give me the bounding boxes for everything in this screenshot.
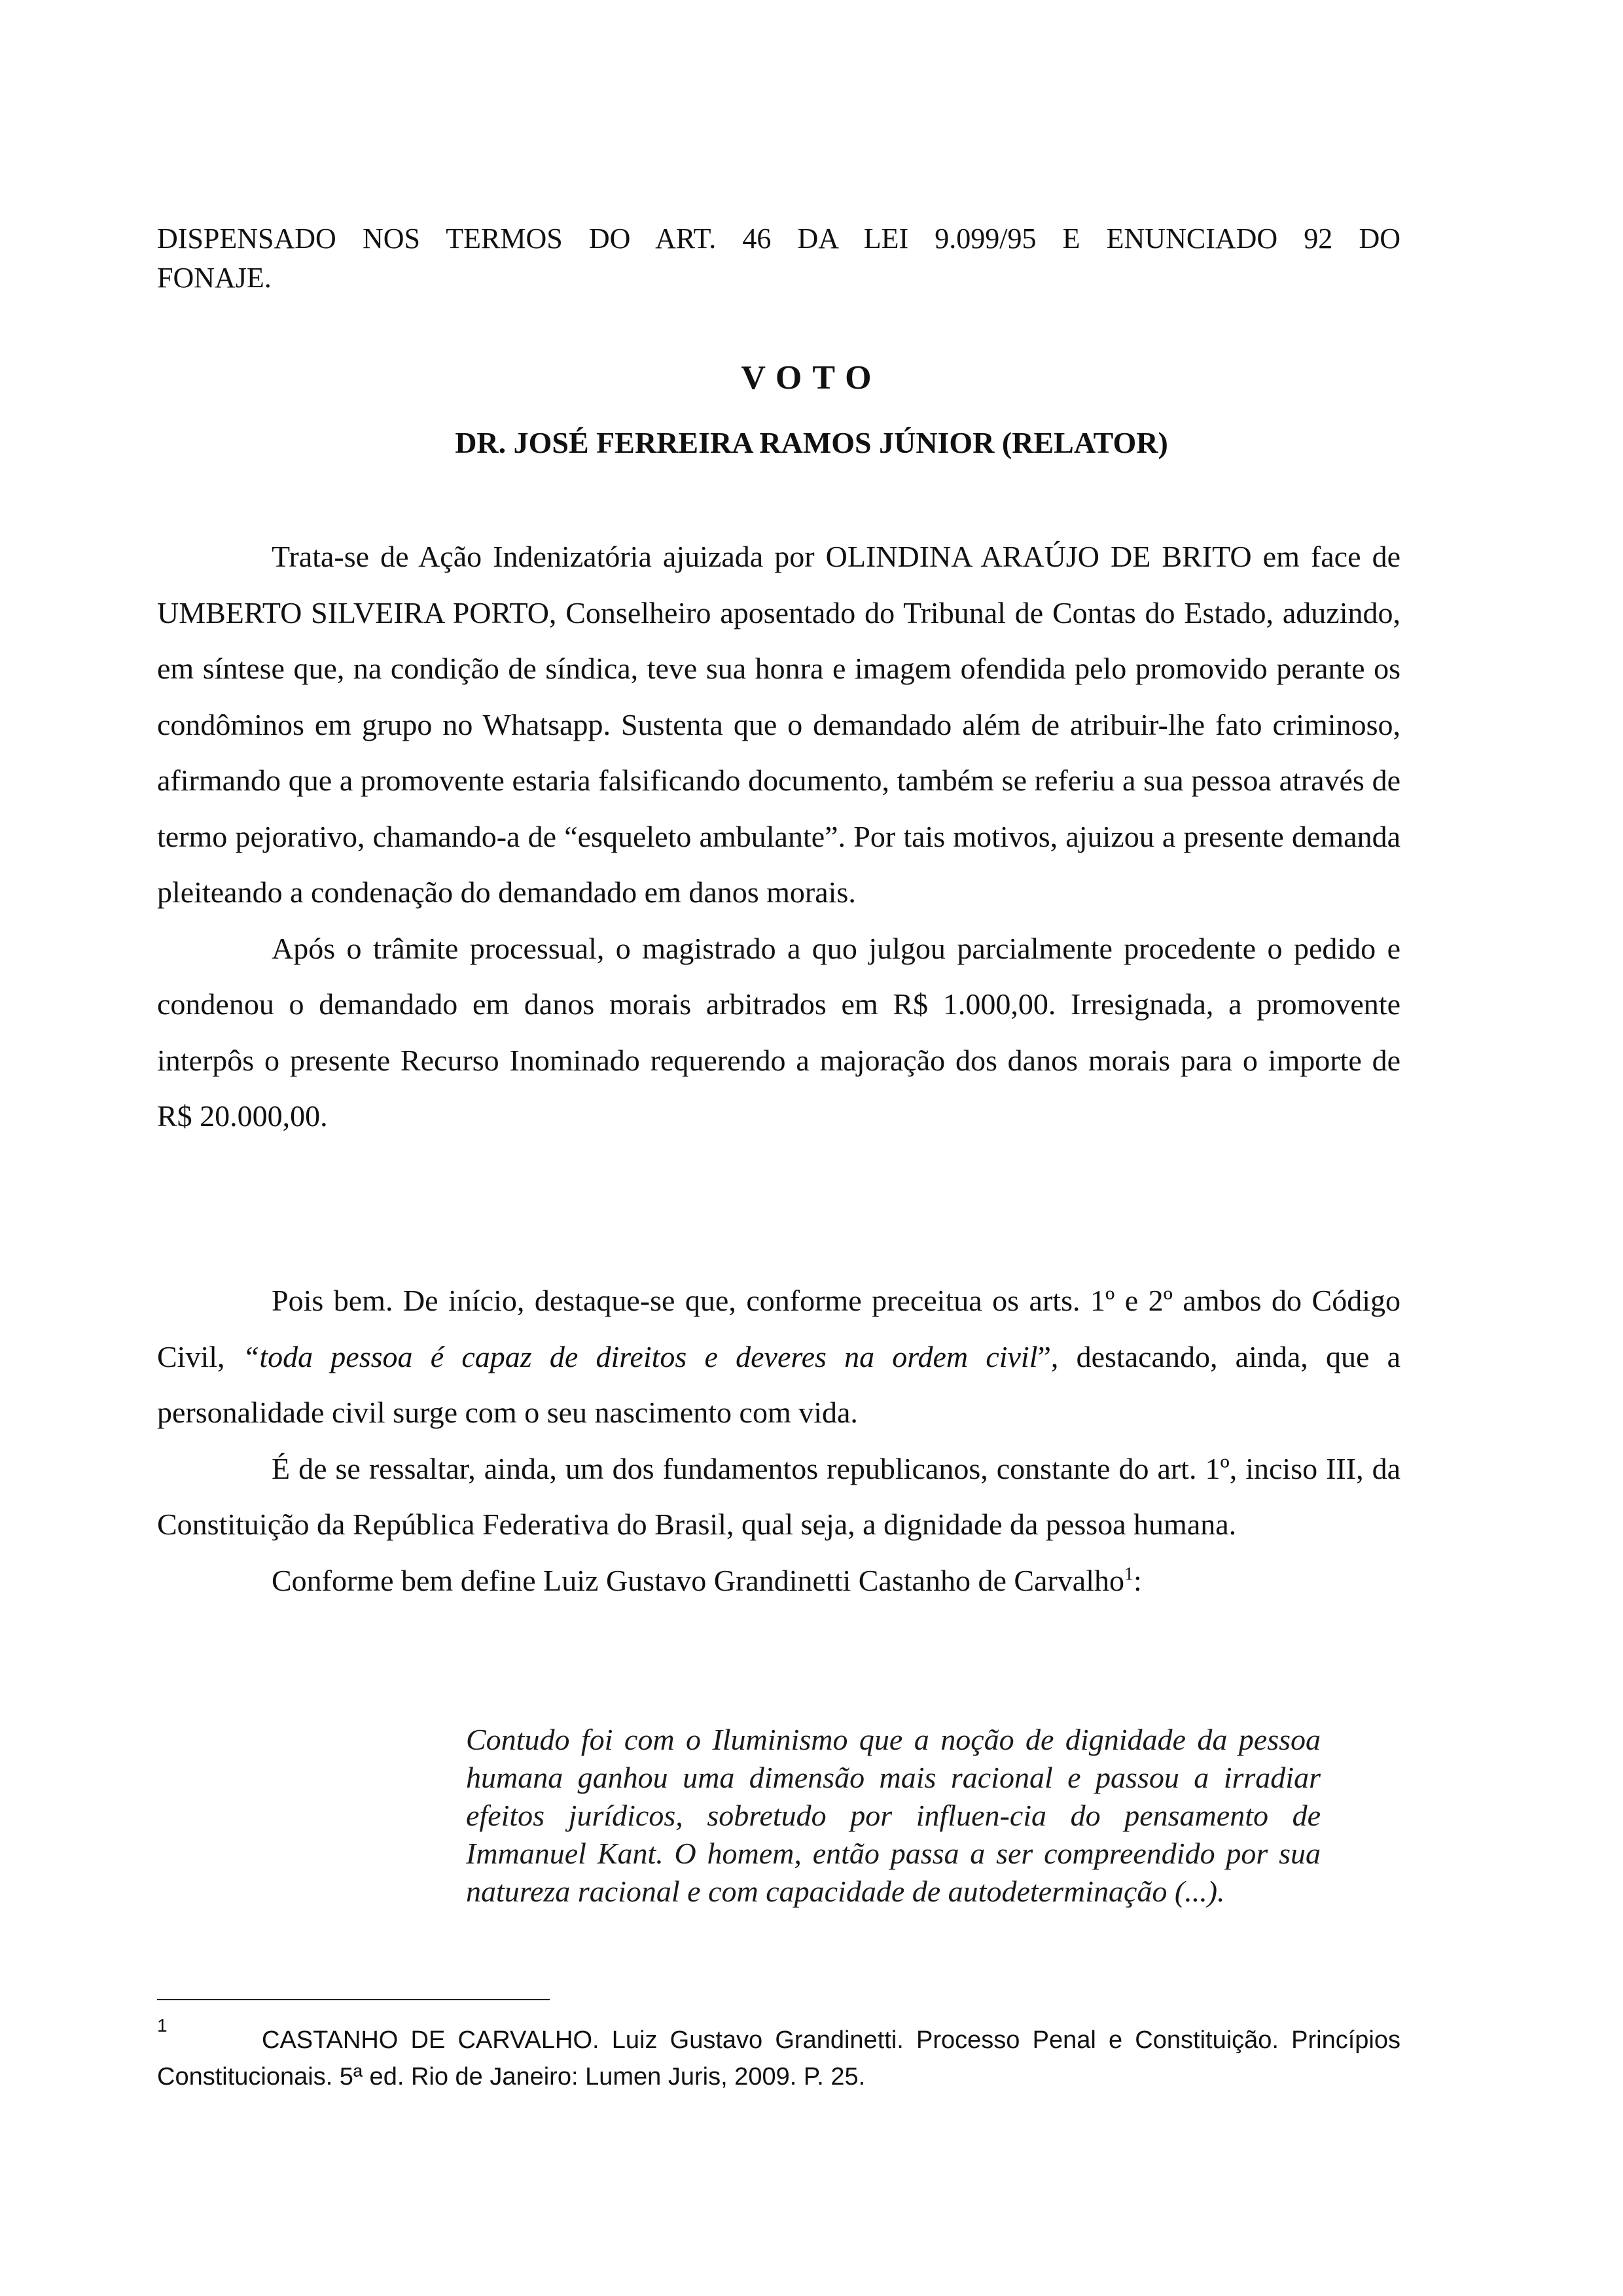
paragraph-3 [157, 1273, 1400, 1441]
paragraph-3-tail: ”, destacando, ainda, que a personalidade civil surge com o seu nascimento com vida. [157, 1339, 1401, 1429]
body-section-2 [157, 1273, 1400, 1608]
paragraph-3-citation: “toda pessoa é capaz de direitos e deveres na ordem civil [242, 1339, 1038, 1373]
paragraph-3-lead: Pois bem. De início, destaque-se que, conforme preceitua os arts. 1º e 2º ambos do Código Civil, [157, 1284, 1400, 1373]
body-section-1 [157, 529, 1400, 1144]
footnote-separator [157, 1999, 550, 2000]
footnote-text: CASTANHO DE CARVALHO. Luiz Gustavo Grandinetti. Processo Penal e Constituição. Princípios Constitucionais. 5ª ed. Rio de Janeiro: Lumen Juris, 2009. P. 25. [157, 2026, 1400, 2091]
paragraph-4: É de se ressaltar, ainda, um dos fundamentos republicanos, constante do art. 1º, inciso III, da Constituição da República Federativa do Brasil, qual seja, a dignidade da pessoa humana. [157, 1451, 1400, 1541]
paragraph-1: Trata-se de Ação Indenizatória ajuizada por OLINDINA ARAÚJO DE BRITO em face de UMBERTO SILVEIRA PORTO, Conselheiro aposentado do Tribunal de Contas do Estado, aduzindo, em síntese que, na condição de síndica, teve sua honra e imagem ofendida pelo promovido perante os condôminos em grupo no Whatsapp. Sustenta que o demandado além de atribuir-lhe fato criminoso, afirmando que a promovente estaria falsificando documento, também se referiu a sua pessoa através de termo pejorativo, chamando-a de “esqueleto ambulante”. Por tais motivos, ajuizou a presente demanda pleiteando a condenação do demandado em danos morais. [157, 540, 1400, 909]
header-note [157, 219, 1400, 298]
footnote-reference[interactable]: 1 [1124, 1564, 1133, 1585]
relator-heading: DR. JOSÉ FERREIRA RAMOS JÚNIOR (RELATOR) [455, 426, 1168, 459]
footnote-number: 1 [157, 2015, 168, 2036]
block-quote: Contudo foi com o Iluminismo que a noção de dignidade da pessoa humana ganhou uma dimensão mais racional e passou a irradiar efeitos jurídicos, sobretudo por influen-cia do pensamento de Immanuel Kant. O homem, então passa a ser compreendido por sua natureza racional e com capacidade de autodeterminação (...). [466, 1723, 1321, 1908]
header-line-2: FONAJE. [157, 262, 272, 294]
paragraph-2: Após o trâmite processual, o magistrado a quo julgou parcialmente procedente o pedido e condenou o demandado em danos morais arbitrados em R$ 1.000,00. Irresignada, a promovente interpôs o presente Recurso Inominado requerendo a majoração dos danos morais para o importe de R$ 20.000,00. [157, 931, 1400, 1133]
paragraph-5-end: : [1133, 1563, 1142, 1597]
paragraph-5 [157, 1553, 1400, 1609]
header-line-1: DISPENSADO NOS TERMOS DO ART. 46 DA LEI 9.099/95 E ENUNCIADO 92 DO [157, 222, 1400, 255]
paragraph-5-text: Conforme bem define Luiz Gustavo Grandinetti Castanho de Carvalho [272, 1563, 1124, 1597]
voto-title: VOTO [741, 359, 882, 397]
